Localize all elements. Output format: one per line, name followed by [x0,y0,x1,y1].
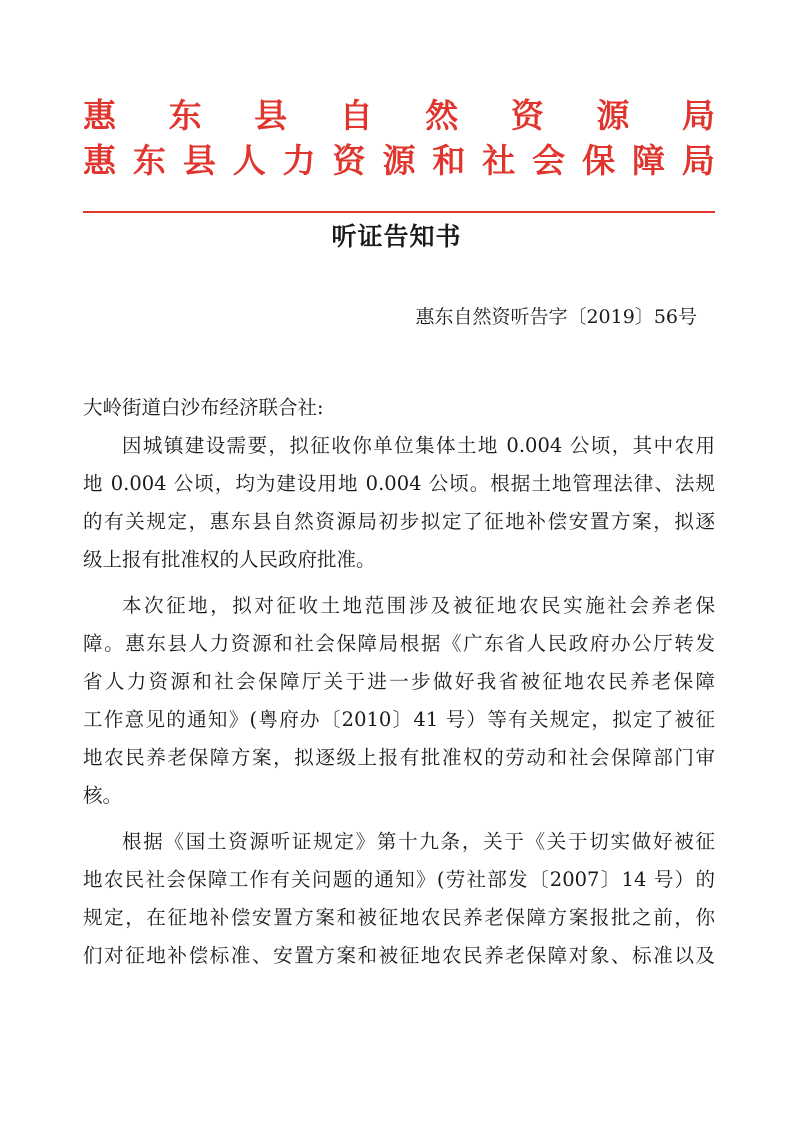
paragraph-land-acquisition [83,427,715,579]
addressee: 大岭街道白沙布经济联合社: [83,396,324,419]
org-char: 自 [339,96,373,135]
text-line: 障。惠东县人力资源和社会保障局根据《广东省人民政府办公厅转发 [83,632,715,655]
issuing-org-human-resources [83,141,715,181]
org-char: 惠 [83,141,116,180]
paragraph-hearing-rights [83,823,715,975]
text-line: 核。 [83,784,123,807]
document-number: 惠东自然资听告字〔2019〕56号 [415,306,697,328]
org-char: 和 [432,141,466,180]
text-line: 工作意见的通知》(粤府办〔2010〕41 号）等有关规定，拟定了被征 [83,708,715,731]
org-char: 资 [332,141,366,180]
paragraph-spacer [83,579,715,587]
text-line: 规定，在征地补偿安置方案和被征地农民养老保障方案报批之前，你 [83,906,715,929]
document-title: 听证告知书 [331,222,462,251]
org-char: 源 [596,96,630,135]
org-char: 保 [582,141,616,180]
text-line: 省人力资源和社会保障厅关于进一步做好我省被征地农民养老保障 [83,670,715,693]
org-char: 力 [282,141,316,180]
org-char: 源 [382,141,416,180]
text-line: 地农民社会保障工作有关问题的通知》(劳社部发〔2007〕14 号）的 [83,868,715,891]
text-line: 的有关规定，惠东县自然资源局初步拟定了征地补偿安置方案，拟逐 [83,510,715,533]
paragraph-pension-security [83,587,715,815]
text-line: 地 0.004 公顷，均为建设用地 0.004 公顷。根据土地管理法律、法规 [83,472,715,495]
org-char: 东 [132,141,166,180]
text-line: 本次征地，拟对征收土地范围涉及被征地农民实施社会养老保 [122,594,715,617]
document-body [83,389,715,975]
org-char: 惠 [83,96,116,135]
org-char: 然 [425,96,459,135]
paragraph-spacer [83,815,715,823]
text-line: 地农民养老保障方案，拟逐级上报有批准权的劳动和社会保障部门审 [83,746,715,769]
org-char: 会 [532,141,566,180]
header-divider [83,211,715,213]
issuing-org-natural-resources [83,96,715,136]
org-char: 资 [510,96,544,135]
org-char: 局 [681,141,715,180]
org-char: 社 [482,141,516,180]
text-line: 根据《国土资源听证规定》第十九条，关于《关于切实做好被征 [122,830,715,853]
org-char: 东 [168,96,202,135]
org-char: 县 [182,141,216,180]
text-line: 因城镇建设需要，拟征收你单位集体土地 0.004 公顷，其中农用 [122,434,715,457]
text-line: 级上报有批准权的人民政府批准。 [83,548,376,571]
org-char: 障 [631,141,665,180]
org-char: 县 [254,96,288,135]
org-char: 局 [681,96,715,135]
org-char: 人 [232,141,266,180]
text-line: 们对征地补偿标准、安置方案和被征地农民养老保障对象、标准以及 [83,944,715,967]
